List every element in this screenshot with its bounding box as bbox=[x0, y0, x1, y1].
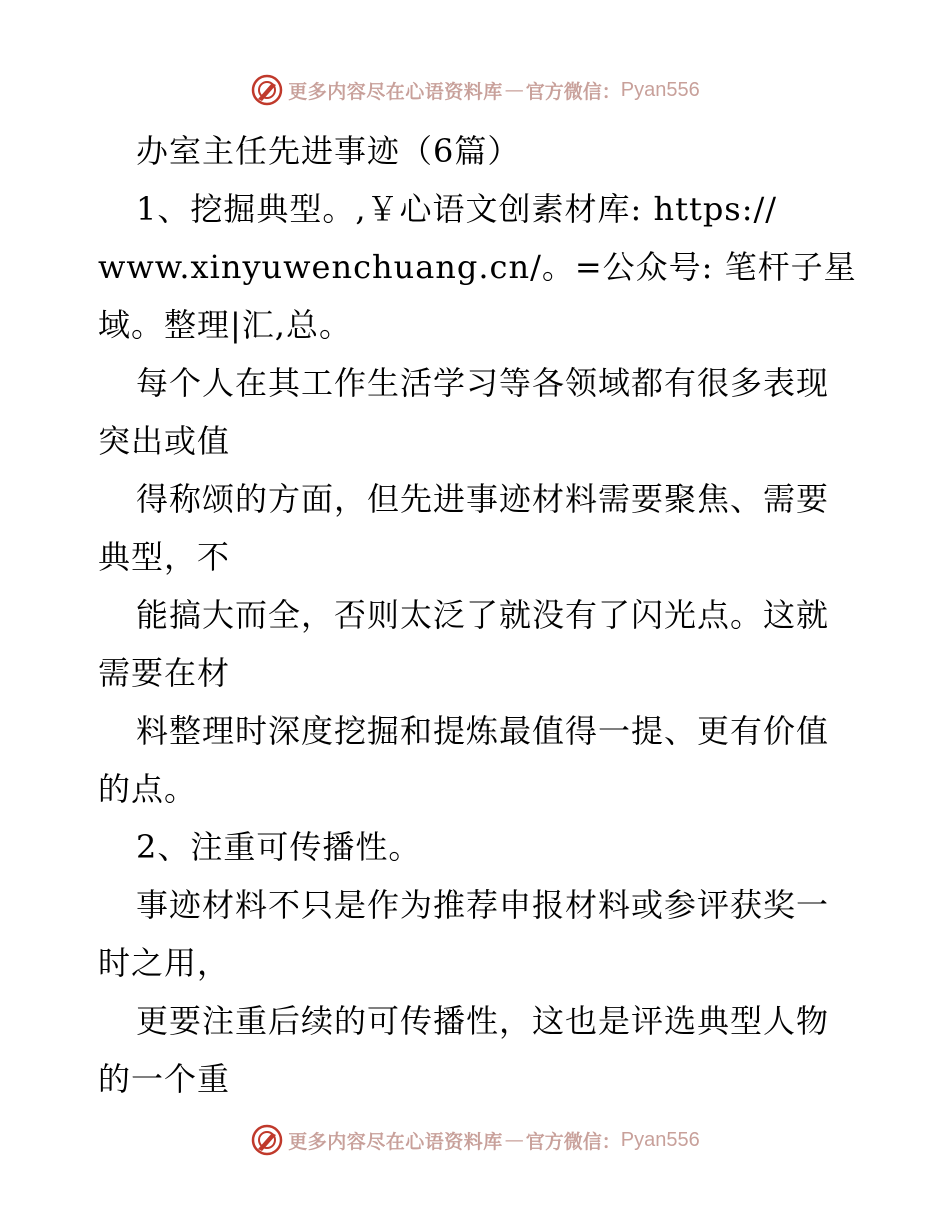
text-line: 得称颂的方面，但先进事迹材料需要聚焦、需要 bbox=[136, 480, 830, 518]
pen-logo-icon bbox=[250, 73, 284, 107]
header-banner bbox=[0, 70, 950, 110]
text-line: 料整理时深度挖掘和提炼最值得一提、更有价值 bbox=[136, 712, 830, 750]
footer-banner-wechat-id: Pyan556 bbox=[620, 1128, 700, 1151]
document-title: 办室主任先进事迹（6篇） bbox=[136, 132, 521, 170]
text-line: 需要在材 bbox=[98, 654, 231, 692]
text-line: 每个人在其工作生活学习等各领域都有很多表现 bbox=[136, 364, 830, 402]
header-banner-wechat-label: 官方微信： bbox=[525, 80, 621, 103]
text-line: 突出或值 bbox=[98, 422, 231, 460]
text-line: 的点。 bbox=[98, 770, 198, 808]
text-line: 更要注重后续的可传播性，这也是评选典型人物 bbox=[136, 1002, 830, 1040]
text-line: 典型，不 bbox=[98, 538, 231, 576]
footer-banner-wechat-label: 官方微信： bbox=[525, 1130, 621, 1153]
footer-banner-dash: — bbox=[504, 1129, 524, 1151]
text-line: 的一个重 bbox=[98, 1060, 231, 1098]
text-line: 能搞大而全，否则太泛了就没有了闪光点。这就 bbox=[136, 596, 830, 634]
header-banner-dash: — bbox=[504, 79, 524, 101]
document-body bbox=[98, 122, 858, 1108]
text-line: 时之用， bbox=[98, 944, 231, 982]
header-banner-wechat-id: Pyan556 bbox=[620, 78, 700, 101]
text-line: 1、挖掘典型。,￥心语文创素材库: https:// bbox=[136, 190, 778, 228]
pen-logo-icon bbox=[250, 1123, 284, 1157]
footer-banner-title: 更多内容尽在心语资料库 bbox=[288, 1130, 503, 1153]
header-banner-title: 更多内容尽在心语资料库 bbox=[288, 80, 503, 103]
text-line: 事迹材料不只是作为推荐申报材料或参评获奖一 bbox=[136, 886, 830, 924]
text-line: www.xinyuwenchuang.cn/。=公众号: 笔杆子星 bbox=[98, 248, 857, 286]
text-line: 域。整理|汇,总。 bbox=[98, 306, 352, 344]
section-heading: 2、注重可传播性。 bbox=[136, 828, 422, 866]
footer-banner bbox=[0, 1120, 950, 1160]
